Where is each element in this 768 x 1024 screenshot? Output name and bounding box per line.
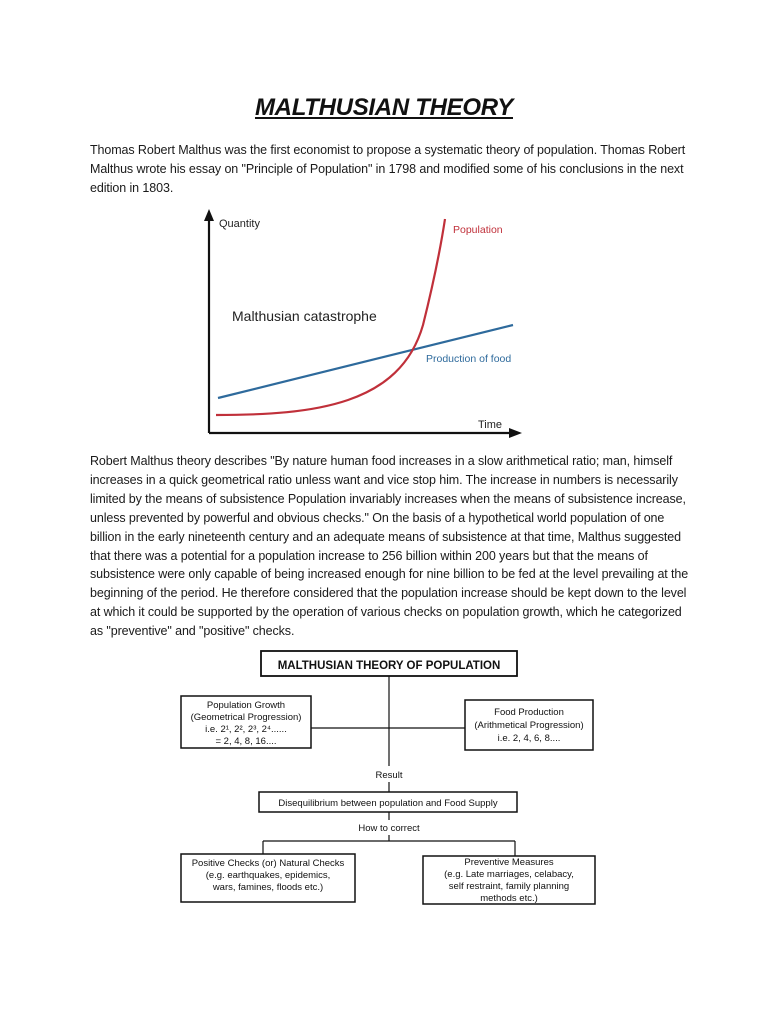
food-production-line1: Food Production [494,707,564,718]
food-production-line2: (Arithmetical Progression) [474,720,584,731]
population-growth-line1: Population Growth [206,700,286,711]
y-axis-arrow [204,209,214,221]
food-production-line3: i.e. 2, 4, 6, 8.... [497,733,561,744]
preventive-measures-line4: methods etc.) [480,893,538,904]
malthusian-theory-diagram [175,648,605,910]
positive-checks-line1: Positive Checks (or) Natural Checks [191,858,345,869]
population-label: Population [453,224,503,236]
malthusian-graph [195,205,530,443]
preventive-measures-line1: Preventive Measures [464,857,554,868]
malthusian-catastrophe-label: Malthusian catastrophe [232,308,377,324]
positive-checks-line2: (e.g. earthquakes, epidemics, [205,870,331,881]
y-axis-label: Quantity [219,218,260,230]
disequilibrium-label: Disequilibrium between population and Food Supply [278,798,498,809]
positive-checks-line3: wars, famines, floods etc.) [212,882,324,893]
preventive-measures-line2: (e.g. Late marriages, celabacy, [444,869,574,880]
population-growth-line3: i.e. 2¹, 2², 2³, 2⁴...... [205,724,287,735]
x-axis-arrow [509,428,522,438]
page-title: MALTHUSIAN THEORY [254,94,513,121]
food-production-label: Production of food [426,353,512,365]
intro-paragraph: Thomas Robert Malthus was the first economist to propose a systematic theory of population. Thomas Robert Malthus wrote his essay on "Principle of Population" in 1798 and modified some of his conclusions in the next edition in 1803. [90,143,686,195]
x-axis-label: Time [478,419,503,431]
body-paragraph: Robert Malthus theory describes "By nature human food increases in a slow arithmetical ratio; man, himself increases in a quick geometrical ratio unless want and vice stop him. The increase in numbers is necessarily limited by the means of subsistence Population invariably increases when the means of subsistence increase, unless prevented by powerful and obvious checks." On the basis of a hypothetical world population of one billion in the early nineteenth century and an adequate means of subsistence at that time, Malthus suggested that there was a potential for a population increase to 256 billion within 200 years but that the means of subsistence were only capable of being increased enough for nine billion to be fed at the level prevailing at the beginning of the period. He therefore considered that the population increase should be kept down to the level at which it could be supported by the operation of various checks on population growth, which he categorized as "preventive" and "positive" checks. [90,454,689,639]
population-growth-line2: (Geometrical Progression) [190,712,302,723]
result-label: Result [375,770,403,781]
population-growth-line4: = 2, 4, 8, 16.... [215,736,277,747]
preventive-measures-line3: self restraint, family planning [448,881,570,892]
how-to-correct-label: How to correct [358,823,420,834]
diagram-header: MALTHUSIAN THEORY OF POPULATION [277,660,501,672]
